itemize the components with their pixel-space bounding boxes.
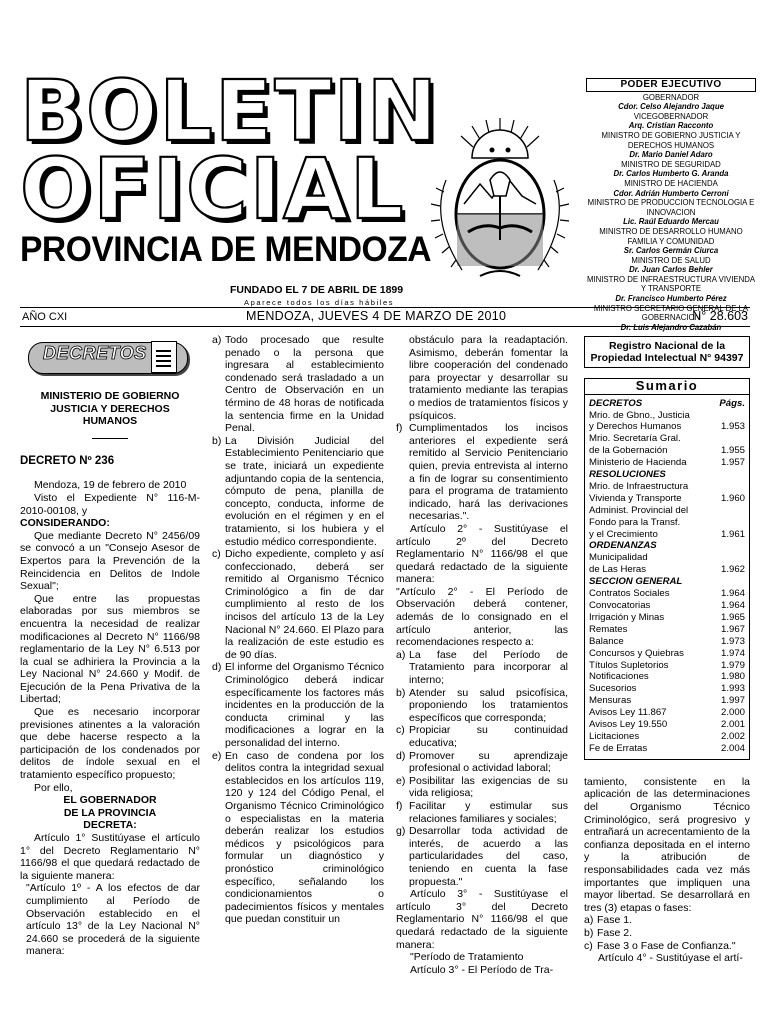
sumario-row-page: 1.960 [720, 492, 745, 504]
sumario-row [589, 636, 745, 648]
article-3-quote-2: Artículo 3° - El Período de Tra- [410, 963, 554, 976]
sumario-row-label: y el Crecimiento [589, 528, 658, 540]
sumario-row [589, 421, 745, 433]
article-2-quote: "Artículo 2° - El Período de Observación deberá contener, además de lo consignado en el artículo anterior, las recomendaciones respecto a: [396, 585, 568, 649]
official-name: Cdor. Adrián Humberto Cerroni [613, 188, 729, 198]
list-item-text: Fase 3 o Fase de Confianza." [597, 939, 736, 952]
sumario-row-label: Remates [589, 623, 628, 635]
sumario-row-label: Mrio. Secretaría Gral. [589, 433, 681, 445]
official-name: Dr. Juan Carlos Behler [629, 265, 713, 275]
office-title: MINISTRO DE DESARROLLO HUMANO FAMILIA Y COMUNIDAD [599, 226, 743, 246]
appears-line: Aparece todos los días hábiles [244, 298, 395, 307]
office-title: MINISTRO DE PRODUCCION TECNOLOGIA E INNOVACION [587, 198, 755, 217]
considerando-label: CONSIDERANDO: [20, 517, 110, 530]
list-item-key: a) [212, 334, 222, 346]
sumario-row-page: 2.001 [720, 719, 745, 731]
sumario-row [589, 707, 745, 719]
sumario-row [589, 410, 745, 422]
sumario-row-page: 2.004 [720, 742, 745, 754]
office-title: MINISTRO DE SEGURIDAD [621, 159, 721, 169]
document-icon [151, 341, 177, 373]
sumario-row-label: Ministerio de Hacienda [589, 457, 687, 469]
sumario-row-label: Mrio. de Infraestructura [589, 480, 689, 492]
sumario-row-label: Irrigación y Minas [589, 611, 665, 623]
list-item-key: b) [396, 686, 406, 699]
edition-date: MENDOZA, JUEVES 4 DE MARZO DE 2010 [246, 309, 507, 323]
list-item-key: c) [212, 548, 221, 561]
official-name: Lic. Raúl Eduardo Mercau [623, 217, 719, 227]
sumario-table [584, 395, 750, 760]
list-item [396, 825, 568, 888]
col3-continuation: obstáculo para la readaptación. Asimismo, deberán fomentar la libre cooperación del condenado para proyectar y desarrollar su tratamiento mediante las terapias o medios de tratamientos físicos y psíquicos. [409, 334, 568, 422]
list-item-key: b) [212, 434, 222, 447]
sumario-row-page: 1.955 [720, 445, 745, 457]
governor-line-2: DE LA PROVINCIA [63, 806, 157, 819]
list-item-text: Atender su salud psicofísica, proponiendo los tratamientos específicos que corresponda; [409, 686, 568, 724]
governor-line-1: EL GOBERNADOR [63, 794, 157, 807]
decree-date: Mendoza, 19 de febrero de 2010 [34, 479, 187, 492]
list-item-text: El informe del Organismo Técnico Criminológico deberá indicar específicamente los factores más incidentes en la producción de la conducta criminal y las modificaciones a lograr en la personalidad del interno. [225, 661, 384, 749]
list-item-key: b) [584, 926, 594, 939]
list-item-key: f) [396, 422, 403, 435]
founded-line: FUNDADO EL 7 DE ABRIL DE 1899 [230, 284, 404, 296]
sumario-row-label: Mrio. de Gbno., Justicia [589, 409, 690, 421]
office-title: GOBERNADOR [642, 92, 700, 102]
list-item-text: Facilitar y estimular sus relaciones familiares y sociales; [409, 799, 568, 825]
sumario-row-page: Págs. [719, 397, 745, 409]
sumario-row-label: Convocatorias [589, 600, 651, 611]
sumario-row-page: 1.979 [720, 659, 745, 671]
sumario-row [589, 481, 745, 493]
sumario-row-label: y Derechos Humanos [589, 421, 682, 433]
sumario-row-label: Administ. Provincial del [589, 504, 689, 516]
list-item-text: Dicho expediente, completo y así confeccionado, deberá ser remitido al Organismo Técnico Criminológico a fin de dar cumplimiento al resto de los incisos del artículo 13 de la Ley Nacional N° 24.660. El Plazo para la realización de este estudio es de 90 días. [225, 548, 384, 661]
executive-power-list [586, 93, 756, 333]
column-4 [584, 334, 750, 965]
considerando-p3: Que es necesario incorporar previsiones atinentes a la valoración que debe hacerse respecto a la participación de los condenados por delitos de índole sexual en el tratamiento específico propuesto; [20, 706, 200, 782]
office-title: MINISTRO SECRETARIO GENERAL DE LA GOBERNACION [593, 303, 749, 323]
sumario-row-label: Fe de Erratas [589, 742, 648, 754]
office-title: VICEGOBERNADOR [633, 111, 709, 121]
list-item-text: Fase 1. [597, 914, 633, 927]
sumario-row [589, 564, 745, 576]
sumario-row-page: 1.953 [720, 421, 745, 433]
office-title: MINISTRO DE SALUD [631, 255, 711, 265]
sumario-row-label: Avisos Ley 11.867 [589, 707, 667, 719]
sumario-row-label: Títulos Supletorios [589, 659, 669, 671]
sumario-row [589, 695, 745, 707]
list-item [212, 661, 384, 749]
sumario-row [589, 648, 745, 660]
sumario-row-page: 1.961 [720, 528, 745, 540]
list-item-key: c) [584, 939, 593, 952]
sumario-row-page: 2.000 [720, 707, 745, 719]
list-item [396, 649, 568, 687]
sumario-row [589, 600, 745, 612]
sumario-row-page: 1.980 [720, 671, 745, 683]
sumario-row-label: Avisos Ley 19.550 [589, 719, 668, 731]
list-item-text: Propiciar su continuidad educativa; [409, 724, 568, 749]
registro-box: Registro Nacional de la Propiedad Intelectual N° 94397 [584, 336, 750, 368]
list-item-text: Desarrollar toda actividad de interés, de acuerdo a las particularidades del caso, teniendo en cuenta la fase propuesta." [409, 825, 568, 888]
list-item-key: d) [212, 661, 222, 674]
list-item [396, 687, 568, 725]
office-title: MINISTRO DE HACIENDA [624, 178, 718, 188]
article-1-quote: "Artículo 1º - A los efectos de dar cumplimiento al Período de Observación establecido en el artículo 13° de la Ley Nacional N° 24.660 se procederá de la siguiente manera: [26, 882, 200, 958]
heading-divider [92, 438, 128, 439]
office-title: MINISTRO DE INFRAESTRUCTURA VIVIENDA Y TRANSPORTE [586, 274, 756, 294]
list-item [584, 914, 750, 927]
sumario-row-page: 2.002 [720, 730, 745, 742]
decretos-banner-label: DECRETOS [43, 343, 147, 363]
governor-decreta: DECRETA: [83, 819, 137, 832]
sumario-row [589, 671, 745, 683]
decree-visto: Visto el Expediente N° 116-M-2010-00108, y [20, 491, 200, 517]
considerando-p2: Que entre las propuestas elaboradas por sus miembros se encuentra la necesidad de realizar modificaciones al Decreto N° 1166/98 reglamentario de la Ley N° 6.513 por la cual se adhiriera la Provincia a la Ley Nacional N° 24.660 y Modif. de Ejecución de la Pena Privativa de la Libertad; [20, 592, 200, 706]
sumario-row-label: Balance [589, 635, 624, 647]
sumario-row-page: 1.957 [720, 457, 745, 469]
article-4: Artículo 4° - Sustitúyase el artí- [598, 952, 743, 965]
sumario-row [589, 576, 745, 588]
sumario-row-label: de Las Heras [589, 564, 647, 576]
column-3 [396, 334, 568, 976]
decretos-section-banner [28, 342, 188, 374]
sumario-row [589, 540, 745, 552]
decree-number: DECRETO Nº 236 [20, 454, 115, 467]
edition-number: N° 28.603 [692, 309, 748, 323]
sumario-row-page: 1.997 [720, 695, 745, 707]
official-name: Dr. Mario Daniel Adaro [629, 150, 713, 160]
por-ello: Por ello, [34, 781, 73, 794]
list-item-text: En caso de condena por los delitos contra la integridad sexual establecidos en los artículos 119, 120 y 124 del Código Penal, el Organismo Técnico Criminológico o especialistas en la materia deberán realizar los estudios médicos y psicológicos para formular un diagnóstico y pronóstico criminológico específico, señalando los condicionamientos o padecimientos físicos y mentales que puedan constituir un [225, 749, 384, 926]
official-name: Dr. Francisco Humberto Pérez [615, 294, 727, 304]
list-item [396, 775, 568, 800]
official-name: Sr. Carlos Germán Ciurca [623, 246, 719, 256]
list-item-key: f) [396, 799, 403, 812]
list-item-text: Todo procesado que resulte penado o la persona que ingresara al establecimiento condenado será trasladado a un Centro de Observación en un término de 48 horas de notificada la sentencia firme en la Unidad Penal. [225, 334, 384, 435]
sumario-row [589, 398, 745, 410]
list-item [584, 927, 750, 940]
sumario-row-label: Licitaciones [589, 730, 640, 742]
executive-power-panel [586, 78, 756, 332]
sumario-row [589, 552, 745, 564]
list-item-text: Fase 2. [597, 926, 633, 939]
office-title: MINISTRO DE GOBIERNO JUSTICIA Y DERECHOS HUMANOS [601, 130, 741, 150]
edition-year: AÑO CXI [22, 311, 68, 323]
sumario-row [589, 624, 745, 636]
sumario-row-label: DECRETOS [589, 397, 643, 409]
sumario-row [589, 612, 745, 624]
list-item [212, 334, 384, 435]
sumario-row-label: Mensuras [589, 695, 632, 707]
list-item [396, 800, 568, 825]
list-item-text: La División Judicial del Establecimiento Penitenciario que se trate, iniciará un expediente adjuntando copia de la sentencia, cómputo de pena, planilla de concepto, conducta, informe de evolución en el régimen y en el tratamiento, si los hubiera y el estudio médico correspondiente. [225, 434, 384, 548]
list-item-text: Cumplimentados los incisos anteriores el expediente será remitido al Servicio Penitenciario quien, previa entrevista al interno a fin de lograr su consentimiento para el programa de tratamiento indicado, hará las derivaciones necesarias.". [409, 422, 568, 523]
sumario-row [589, 493, 745, 505]
sumario-row-label: Contratos Sociales [589, 588, 670, 600]
considerando-p1: Que mediante Decreto N° 2456/09 se convocó a un "Consejo Asesor de Expertos para la Prevención de la Reincidencia en Delitos de Indole Sexual"; [20, 529, 200, 593]
sumario-row [589, 660, 745, 672]
sumario-row [589, 731, 745, 743]
column-2 [212, 334, 384, 926]
masthead-title-oficial: OFICIAL [20, 140, 406, 238]
sumario-row-label: Sucesorios [589, 683, 637, 695]
sumario-row-label: Notificaciones [589, 671, 649, 683]
article-2: Artículo 2° - Sustitúyase el artículo 2º del Decreto Reglamentario N° 1166/98 el que quedará redactado de la siguiente manera: [396, 522, 568, 586]
list-item-key: d) [396, 749, 406, 762]
sumario-row [589, 529, 745, 541]
sumario-row-page: 1.974 [720, 647, 745, 659]
sumario-row [589, 719, 745, 731]
sumario-title: Sumario [584, 378, 750, 395]
sumario-row [589, 517, 745, 529]
sumario-row-label: de la Gobernación [589, 445, 668, 457]
list-item [584, 940, 750, 953]
sumario-row-page: 1.993 [720, 683, 745, 695]
sumario-row-label: RESOLUCIONES [589, 469, 666, 481]
col4-continuation: tamiento, consistente en la aplicación de las determinaciones del Organismo Técnico Criminológico, será progresivo y entrañará un acrecentamiento de la confianza depositada en el interno y la atribución de responsabilidades cada vez más importantes que impliquen una mayor libertad. Se desarrollará en tres (3) etapas o fases: [584, 775, 750, 914]
header-rule-top [20, 307, 750, 308]
list-item [212, 435, 384, 548]
masthead-title-boletin: BOLETIN [20, 62, 440, 160]
ministry-heading: MINISTERIO DE GOBIERNO JUSTICIA Y DERECHOS HUMANOS [40, 390, 180, 428]
sumario-row-page: 1.965 [720, 611, 745, 623]
list-item-text: Posibilitar las exigencias de su vida religiosa; [409, 774, 568, 800]
official-name: Dr. Luis Alejandro Cazabán [620, 322, 722, 332]
sumario-row [589, 457, 745, 469]
article-1: Artículo 1° Sustitúyase el artículo 1° del Decreto Reglamentario N° 1166/98 el que quedará redactado de la siguiente manera: [20, 832, 200, 882]
official-name: Cdor. Celso Alejandro Jaque [618, 102, 724, 112]
article-3-quote-1: "Período de Tratamiento [410, 951, 524, 964]
sumario-row-page: 1.967 [720, 623, 745, 635]
list-item-text: La fase del Período de Tratamiento para incorporar al interno; [409, 648, 568, 687]
list-item [396, 724, 568, 749]
list-item-key: a) [396, 648, 406, 661]
sumario-row-label: Municipalidad [589, 552, 648, 564]
list-item-key: c) [396, 724, 405, 737]
sumario-row [589, 743, 745, 755]
sumario-row-label: Concursos y Quiebras [589, 647, 684, 659]
list-item-key: g) [396, 825, 406, 838]
list-item-key: a) [584, 914, 594, 927]
sumario-row-label: SECCION GENERAL [589, 576, 683, 588]
sumario-row [589, 445, 745, 457]
sumario-row-label: Fondo para la Transf. [589, 516, 681, 528]
list-item-text: Promover su aprendizaje profesional o actividad laboral; [409, 749, 568, 775]
sumario-row-page: 1.973 [720, 635, 745, 647]
sumario-row-page: 1.962 [720, 564, 745, 576]
list-item [212, 750, 384, 926]
official-name: Dr. Carlos Humberto G. Aranda [613, 169, 729, 179]
provincial-seal-icon [410, 110, 590, 290]
sumario-row [589, 433, 745, 445]
masthead-province: PROVINCIA DE MENDOZA [20, 230, 432, 269]
official-name: Arq. Cristian Racconto [628, 121, 714, 131]
list-item [396, 750, 568, 775]
sumario-row-label: Vivienda y Transporte [589, 492, 682, 504]
list-item [212, 548, 384, 661]
list-item-key: e) [396, 774, 406, 787]
column-1 [20, 334, 200, 958]
executive-power-title: PODER EJECUTIVO [586, 78, 756, 92]
sumario-row [589, 469, 745, 481]
sumario-row [589, 505, 745, 517]
sumario-row-label: ORDENANZAS [589, 540, 657, 552]
sumario-row-page: 1.964 [720, 588, 745, 600]
list-item-key: e) [212, 749, 222, 762]
sumario-row [589, 683, 745, 695]
sumario-row [589, 588, 745, 600]
list-item [396, 422, 568, 523]
article-3: Artículo 3° - Sustitúyase el artículo 3° del Decreto Reglamentario N° 1166/98 el que quedará redactado de la siguiente manera: [396, 888, 568, 951]
sumario-row-page: 1.964 [720, 600, 745, 611]
header-rule-bottom [20, 326, 750, 327]
